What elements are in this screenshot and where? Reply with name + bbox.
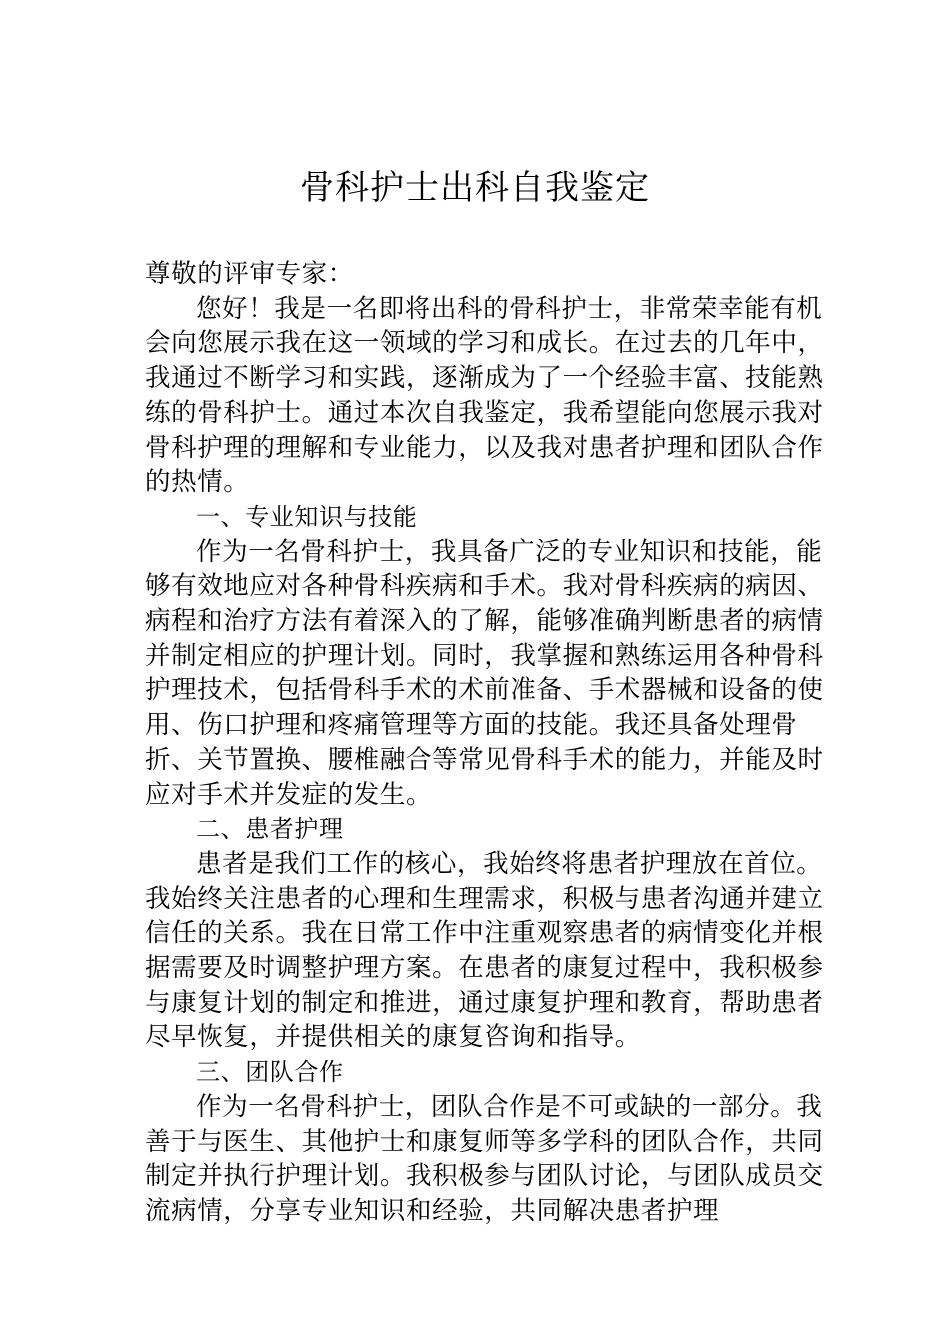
section-paragraph-teamwork: 作为一名骨科护士，团队合作是不可或缺的一部分。我善于与医生、其他护士和康复师等多学科的团队合作，共同制定并执行护理计划。我积极参与团队讨论，与团队成员交流病情，分享专业知识和经验，共同解决患者护理 bbox=[145, 1091, 824, 1226]
document-title: 骨科护士出科自我鉴定 bbox=[300, 168, 650, 208]
salutation: 尊敬的评审专家： bbox=[145, 259, 354, 289]
intro-paragraph: 您好！我是一名即将出科的骨科护士，非常荣幸能有机会向您展示我在这一领域的学习和成长。在过去的几年中，我通过不断学习和实践，逐渐成为了一个经验丰富、技能熟练的骨科护士。通过本次自我鉴定，我希望能向您展示我对骨科护理的理解和专业能力，以及我对患者护理和团队合作的热情。 bbox=[145, 293, 824, 498]
section-heading-teamwork: 三、团队合作 bbox=[196, 1058, 344, 1087]
section-paragraph-knowledge: 作为一名骨科护士，我具备广泛的专业知识和技能，能够有效地应对各种骨科疾病和手术。我对骨科疾病的病因、病程和治疗方法有着深入的了解，能够准确判断患者的病情并制定相应的护理计划。同时，我掌握和熟练运用各种骨科护理技术，包括骨科手术的术前准备、手术器械和设备的使用、伤口护理和疼痛管理等方面的技能。我还具备处理骨折、关节置换、腰椎融合等常见骨科手术的能力，并能及时应对手术并发症的发生。 bbox=[145, 536, 824, 810]
section-paragraph-patient-care: 患者是我们工作的核心，我始终将患者护理放在首位。我始终关注患者的心理和生理需求，积极与患者沟通并建立信任的关系。我在日常工作中注重观察患者的病情变化并根据需要及时调整护理方案。在患者的康复过程中，我积极参与康复计划的制定和推进，通过康复护理和教育，帮助患者尽早恢复，并提供相关的康复咨询和指导。 bbox=[145, 848, 824, 1053]
section-heading-knowledge: 一、专业知识与技能 bbox=[196, 502, 418, 531]
document-body bbox=[145, 257, 835, 1229]
section-heading-patient-care: 二、患者护理 bbox=[196, 815, 344, 844]
